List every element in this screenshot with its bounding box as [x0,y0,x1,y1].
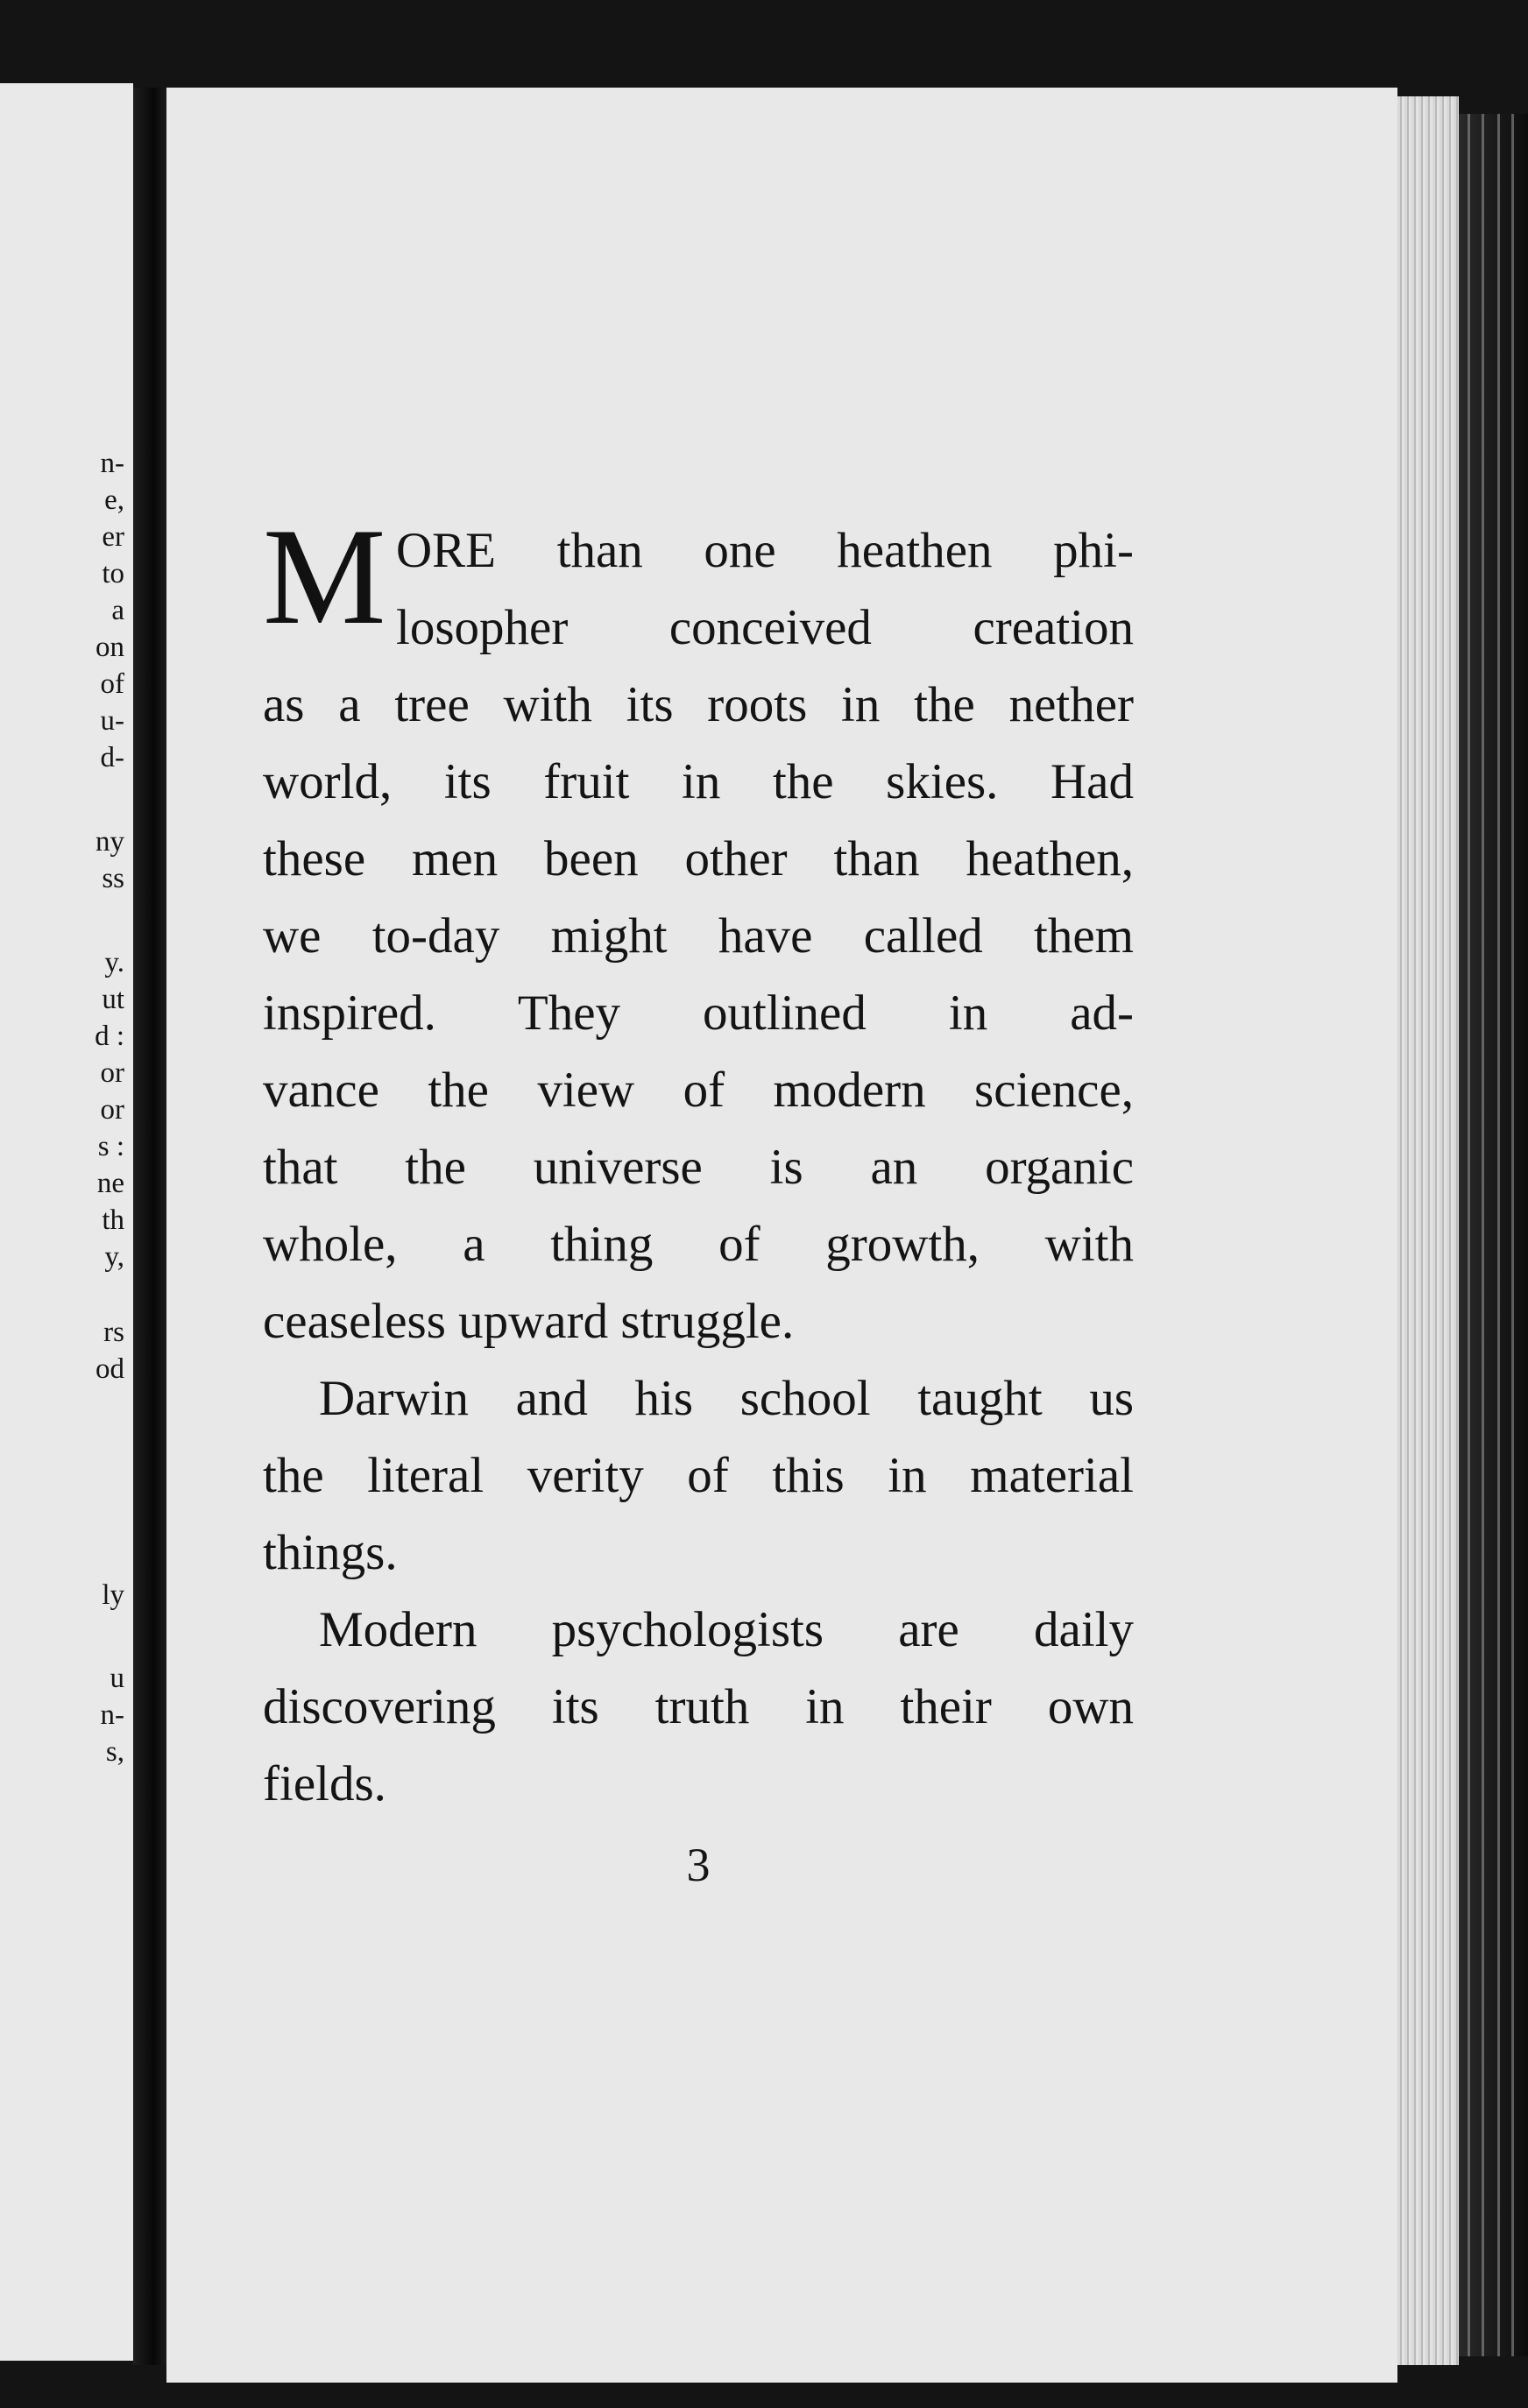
text-line: world, its fruit in the skies. Had [263,754,1134,809]
facing-text-fragment: ss [102,863,124,894]
facing-text-fragment: ut [102,984,124,1015]
facing-text-fragment: or [100,1094,124,1126]
text-line: that the universe is an organic [263,1140,1134,1195]
facing-text-fragment: ly [102,1579,124,1611]
text-line: vance the view of modern science, [263,1063,1134,1118]
facing-text-fragment: s, [105,1736,124,1768]
facing-text-fragment: rs [103,1317,124,1348]
paragraph [263,512,1134,1360]
facing-text-fragment: u [110,1663,124,1694]
page-stack-edge [1397,96,1459,2365]
facing-text-fragment: ny [96,826,124,858]
body-text [263,512,1134,1823]
text-line: as a tree with its roots in the nether [263,677,1134,732]
text-line: losopher conceived creation [396,600,1134,655]
facing-text-fragment: u- [100,705,124,737]
facing-text-fragment: th [102,1204,124,1236]
facing-text-fragment: d- [100,742,124,773]
text-line: the literal verity of this in material [263,1448,1134,1503]
text-line: these men been other than heathen, [263,831,1134,886]
facing-text-fragment: ne [96,1168,124,1199]
facing-page [0,83,133,2361]
text-line: ORE than one heathen phi- [396,523,1134,578]
facing-text-fragment: of [100,668,124,700]
facing-text-fragment: er [102,521,124,553]
facing-text-fragment: or [100,1057,124,1089]
facing-text-fragment: n- [100,1699,124,1731]
facing-text-fragment: y, [104,1241,124,1273]
text-line: ceaseless upward struggle. [263,1294,795,1349]
text-line: Modern psychologists are daily [319,1602,1134,1657]
text-line: things. [263,1525,398,1580]
facing-text-fragment: a [111,595,124,626]
text-line: we to-day might have called them [263,908,1134,964]
facing-text-fragment: to [102,558,124,590]
facing-text-fragment: on [96,632,124,663]
book-cover-edge [1459,114,1528,2356]
text-line: Darwin and his school taught us [319,1371,1134,1426]
facing-text-fragment: s : [97,1131,124,1162]
text-line: fields. [263,1756,386,1811]
facing-text-fragment: n- [100,448,124,479]
text-line: inspired. They outlined in ad- [263,985,1134,1041]
facing-text-fragment: e, [104,484,124,516]
facing-text-fragment: y. [104,947,124,978]
text-line: whole, a thing of growth, with [263,1217,1134,1272]
facing-text-fragment: od [96,1353,124,1385]
facing-text-fragment: d : [95,1020,124,1052]
drop-cap: M [263,500,386,653]
page-number: 3 [686,1839,711,1891]
paragraph [263,1360,1134,1592]
book-gutter [133,88,166,2365]
paragraph [263,1592,1134,1823]
text-line: discovering its truth in their own [263,1679,1134,1734]
